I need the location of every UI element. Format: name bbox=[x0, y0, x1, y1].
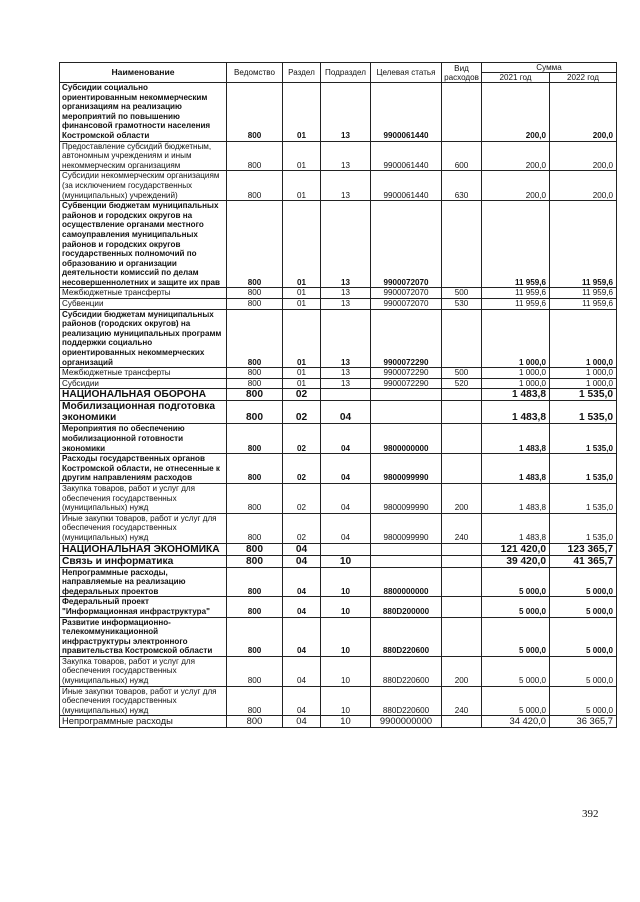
cell-subsection: 04 bbox=[321, 513, 371, 543]
cell-department: 800 bbox=[227, 141, 283, 171]
table-body bbox=[60, 83, 617, 728]
cell-subsection bbox=[321, 543, 371, 555]
table-row bbox=[60, 567, 617, 597]
cell-department: 800 bbox=[227, 686, 283, 716]
table-row bbox=[60, 201, 617, 288]
cell-expense-type bbox=[442, 201, 482, 288]
cell-department: 800 bbox=[227, 201, 283, 288]
cell-sum-2022: 5 000,0 bbox=[550, 567, 617, 597]
cell-sum-2021: 11 959,6 bbox=[482, 299, 550, 310]
cell-expense-type bbox=[442, 401, 482, 424]
cell-sum-2021: 1 483,8 bbox=[482, 424, 550, 454]
cell-sum-2021: 34 420,0 bbox=[482, 716, 550, 727]
cell-sum-2021: 200,0 bbox=[482, 141, 550, 171]
table-row bbox=[60, 716, 617, 727]
cell-name: Связь и информатика bbox=[60, 555, 227, 567]
cell-department: 800 bbox=[227, 617, 283, 656]
cell-subsection: 13 bbox=[321, 309, 371, 368]
cell-subsection: 13 bbox=[321, 83, 371, 142]
cell-subsection: 13 bbox=[321, 368, 371, 379]
budget-table bbox=[59, 62, 617, 728]
table-row bbox=[60, 513, 617, 543]
cell-subsection: 10 bbox=[321, 617, 371, 656]
cell-subsection: 04 bbox=[321, 424, 371, 454]
cell-department: 800 bbox=[227, 483, 283, 513]
table-row bbox=[60, 543, 617, 555]
cell-name: Мобилизационная подготовка экономики bbox=[60, 401, 227, 424]
cell-name: Мероприятия по обеспечению мобилизационной готовности экономики bbox=[60, 424, 227, 454]
table-row bbox=[60, 597, 617, 617]
cell-subsection: 13 bbox=[321, 378, 371, 389]
cell-section: 04 bbox=[283, 543, 321, 555]
cell-target-article: 9800000000 bbox=[371, 424, 442, 454]
cell-sum-2021: 11 959,6 bbox=[482, 288, 550, 299]
cell-sum-2021: 39 420,0 bbox=[482, 555, 550, 567]
table-row bbox=[60, 656, 617, 686]
cell-section: 04 bbox=[283, 716, 321, 727]
cell-sum-2021: 5 000,0 bbox=[482, 567, 550, 597]
table-row bbox=[60, 288, 617, 299]
cell-section: 02 bbox=[283, 424, 321, 454]
cell-name: Предоставление субсидий бюджетным, автономным учреждениям и иным некоммерческим организациям bbox=[60, 141, 227, 171]
cell-expense-type: 520 bbox=[442, 378, 482, 389]
cell-subsection: 04 bbox=[321, 483, 371, 513]
cell-subsection: 10 bbox=[321, 555, 371, 567]
cell-section: 02 bbox=[283, 401, 321, 424]
cell-sum-2021: 1 483,8 bbox=[482, 483, 550, 513]
cell-subsection: 10 bbox=[321, 716, 371, 727]
cell-subsection: 10 bbox=[321, 686, 371, 716]
cell-target-article: 880D220600 bbox=[371, 656, 442, 686]
cell-section: 01 bbox=[283, 171, 321, 201]
cell-sum-2021: 1 000,0 bbox=[482, 309, 550, 368]
cell-department: 800 bbox=[227, 83, 283, 142]
cell-expense-type bbox=[442, 617, 482, 656]
cell-name: Межбюджетные трансферты bbox=[60, 368, 227, 379]
cell-expense-type: 240 bbox=[442, 686, 482, 716]
cell-name: Межбюджетные трансферты bbox=[60, 288, 227, 299]
cell-expense-type: 200 bbox=[442, 483, 482, 513]
cell-sum-2022: 11 959,6 bbox=[550, 288, 617, 299]
cell-expense-type bbox=[442, 716, 482, 727]
table-row bbox=[60, 368, 617, 379]
cell-department: 800 bbox=[227, 378, 283, 389]
cell-target-article: 880D220600 bbox=[371, 686, 442, 716]
col-year2-header: 2022 год bbox=[550, 73, 617, 83]
table-row bbox=[60, 299, 617, 310]
cell-expense-type: 600 bbox=[442, 141, 482, 171]
table-row bbox=[60, 686, 617, 716]
cell-sum-2021: 1 000,0 bbox=[482, 368, 550, 379]
table-row bbox=[60, 309, 617, 368]
cell-sum-2022: 5 000,0 bbox=[550, 686, 617, 716]
cell-target-article: 9800099990 bbox=[371, 483, 442, 513]
table-row bbox=[60, 401, 617, 424]
cell-sum-2021: 1 483,8 bbox=[482, 454, 550, 484]
cell-section: 02 bbox=[283, 483, 321, 513]
cell-name: Непрограммные расходы bbox=[60, 716, 227, 727]
cell-expense-type: 240 bbox=[442, 513, 482, 543]
cell-target-article: 9900000000 bbox=[371, 716, 442, 727]
col-target-article-header: Целевая статья bbox=[371, 63, 442, 83]
cell-expense-type bbox=[442, 309, 482, 368]
cell-name: НАЦИОНАЛЬНАЯ ОБОРОНА bbox=[60, 389, 227, 401]
cell-expense-type bbox=[442, 543, 482, 555]
cell-expense-type: 500 bbox=[442, 368, 482, 379]
cell-target-article: 9900061440 bbox=[371, 83, 442, 142]
cell-sum-2022: 5 000,0 bbox=[550, 597, 617, 617]
cell-sum-2022: 41 365,7 bbox=[550, 555, 617, 567]
cell-sum-2022: 1 535,0 bbox=[550, 454, 617, 484]
cell-department: 800 bbox=[227, 299, 283, 310]
cell-section: 01 bbox=[283, 83, 321, 142]
cell-sum-2022: 200,0 bbox=[550, 171, 617, 201]
cell-department: 800 bbox=[227, 368, 283, 379]
cell-department: 800 bbox=[227, 716, 283, 727]
cell-sum-2022: 1 535,0 bbox=[550, 513, 617, 543]
cell-expense-type bbox=[442, 597, 482, 617]
cell-sum-2021: 5 000,0 bbox=[482, 656, 550, 686]
cell-sum-2021: 1 483,8 bbox=[482, 389, 550, 401]
cell-department: 800 bbox=[227, 543, 283, 555]
cell-target-article: 9800099990 bbox=[371, 513, 442, 543]
cell-name: Развитие информационно-телекоммуникационной инфраструктуры электронного правительства Костромской области bbox=[60, 617, 227, 656]
cell-section: 02 bbox=[283, 389, 321, 401]
cell-sum-2021: 5 000,0 bbox=[482, 597, 550, 617]
cell-name: Субвенции bbox=[60, 299, 227, 310]
cell-target-article: 8800000000 bbox=[371, 567, 442, 597]
cell-sum-2021: 1 000,0 bbox=[482, 378, 550, 389]
cell-sum-2021: 121 420,0 bbox=[482, 543, 550, 555]
cell-name: Субсидии социально ориентированным некоммерческим организациям на реализацию мероприятий по повышению финансовой грамотности населения Костромской области bbox=[60, 83, 227, 142]
cell-section: 04 bbox=[283, 567, 321, 597]
cell-section: 04 bbox=[283, 617, 321, 656]
cell-target-article: 9800099990 bbox=[371, 454, 442, 484]
cell-sum-2021: 11 959,6 bbox=[482, 201, 550, 288]
table-row bbox=[60, 617, 617, 656]
cell-sum-2022: 1 000,0 bbox=[550, 378, 617, 389]
cell-section: 04 bbox=[283, 686, 321, 716]
cell-sum-2022: 1 535,0 bbox=[550, 389, 617, 401]
col-name-header: Наименование bbox=[60, 63, 227, 83]
cell-name: Расходы государственных органов Костромской области, не отнесенные к другим направлениям расходов bbox=[60, 454, 227, 484]
col-subsection-header: Подраздел bbox=[321, 63, 371, 83]
col-sum-header: Сумма bbox=[482, 63, 617, 73]
cell-target-article: 9900061440 bbox=[371, 141, 442, 171]
cell-subsection bbox=[321, 389, 371, 401]
cell-subsection: 10 bbox=[321, 567, 371, 597]
cell-target-article: 9900072070 bbox=[371, 201, 442, 288]
cell-expense-type: 530 bbox=[442, 299, 482, 310]
cell-department: 800 bbox=[227, 454, 283, 484]
cell-expense-type bbox=[442, 555, 482, 567]
cell-sum-2021: 1 483,8 bbox=[482, 513, 550, 543]
cell-section: 02 bbox=[283, 454, 321, 484]
table-row bbox=[60, 483, 617, 513]
cell-department: 800 bbox=[227, 656, 283, 686]
table-row bbox=[60, 378, 617, 389]
cell-target-article: 9900072070 bbox=[371, 288, 442, 299]
cell-target-article bbox=[371, 389, 442, 401]
col-department-header: Ведомство bbox=[227, 63, 283, 83]
cell-subsection: 10 bbox=[321, 656, 371, 686]
cell-subsection: 13 bbox=[321, 299, 371, 310]
cell-name: Закупка товаров, работ и услуг для обеспечения государственных (муниципальных) нужд bbox=[60, 656, 227, 686]
cell-target-article: 9900072290 bbox=[371, 378, 442, 389]
cell-expense-type bbox=[442, 567, 482, 597]
cell-target-article: 9900061440 bbox=[371, 171, 442, 201]
cell-section: 02 bbox=[283, 513, 321, 543]
cell-expense-type: 200 bbox=[442, 656, 482, 686]
cell-subsection: 13 bbox=[321, 141, 371, 171]
cell-sum-2022: 1 535,0 bbox=[550, 483, 617, 513]
col-expense-type-header: Вид расходов bbox=[442, 63, 482, 83]
cell-target-article: 9900072290 bbox=[371, 368, 442, 379]
cell-name: Субсидии бюджетам муниципальных районов (городских округов) на реализацию муниципальных программ поддержки социально ориентированных некоммерческих организаций bbox=[60, 309, 227, 368]
cell-target-article: 880D220600 bbox=[371, 617, 442, 656]
cell-sum-2021: 200,0 bbox=[482, 83, 550, 142]
cell-section: 01 bbox=[283, 299, 321, 310]
cell-sum-2021: 1 483,8 bbox=[482, 401, 550, 424]
cell-sum-2021: 200,0 bbox=[482, 171, 550, 201]
cell-department: 800 bbox=[227, 401, 283, 424]
cell-department: 800 bbox=[227, 389, 283, 401]
cell-section: 04 bbox=[283, 555, 321, 567]
cell-section: 01 bbox=[283, 378, 321, 389]
cell-sum-2022: 5 000,0 bbox=[550, 617, 617, 656]
cell-sum-2022: 123 365,7 bbox=[550, 543, 617, 555]
budget-table-sheet bbox=[59, 62, 616, 728]
cell-department: 800 bbox=[227, 171, 283, 201]
cell-section: 01 bbox=[283, 288, 321, 299]
cell-sum-2021: 5 000,0 bbox=[482, 617, 550, 656]
table-row bbox=[60, 555, 617, 567]
cell-section: 01 bbox=[283, 368, 321, 379]
cell-expense-type bbox=[442, 389, 482, 401]
cell-expense-type bbox=[442, 83, 482, 142]
cell-target-article: 880D200000 bbox=[371, 597, 442, 617]
cell-target-article bbox=[371, 401, 442, 424]
cell-sum-2022: 1 000,0 bbox=[550, 368, 617, 379]
cell-target-article: 9900072070 bbox=[371, 299, 442, 310]
col-section-header: Раздел bbox=[283, 63, 321, 83]
cell-subsection: 04 bbox=[321, 401, 371, 424]
cell-sum-2022: 5 000,0 bbox=[550, 656, 617, 686]
cell-section: 04 bbox=[283, 656, 321, 686]
cell-name: Субвенции бюджетам муниципальных районов и городских округов на осуществление органами местного самоуправления муниципальных районов и городских округов государственных полномочий по образованию и организации деятельности комиссий по делам несовершеннолетних и защите их прав bbox=[60, 201, 227, 288]
cell-sum-2022: 1 535,0 bbox=[550, 401, 617, 424]
cell-sum-2022: 1 000,0 bbox=[550, 309, 617, 368]
cell-department: 800 bbox=[227, 288, 283, 299]
cell-department: 800 bbox=[227, 567, 283, 597]
cell-subsection: 13 bbox=[321, 171, 371, 201]
cell-department: 800 bbox=[227, 424, 283, 454]
cell-sum-2022: 11 959,6 bbox=[550, 201, 617, 288]
cell-name: Субсидии некоммерческим организациям (за исключением государственных (муниципальных) учреждений) bbox=[60, 171, 227, 201]
cell-name: Иные закупки товаров, работ и услуг для обеспечения государственных (муниципальных) нужд bbox=[60, 513, 227, 543]
page-number: 392 bbox=[582, 808, 599, 820]
cell-department: 800 bbox=[227, 597, 283, 617]
cell-sum-2022: 11 959,6 bbox=[550, 299, 617, 310]
table-row bbox=[60, 389, 617, 401]
cell-expense-type bbox=[442, 454, 482, 484]
cell-name: Закупка товаров, работ и услуг для обеспечения государственных (муниципальных) нужд bbox=[60, 483, 227, 513]
table-row bbox=[60, 141, 617, 171]
cell-expense-type: 630 bbox=[442, 171, 482, 201]
cell-section: 01 bbox=[283, 201, 321, 288]
cell-section: 01 bbox=[283, 309, 321, 368]
cell-subsection: 04 bbox=[321, 454, 371, 484]
cell-section: 04 bbox=[283, 597, 321, 617]
cell-name: НАЦИОНАЛЬНАЯ ЭКОНОМИКА bbox=[60, 543, 227, 555]
cell-department: 800 bbox=[227, 555, 283, 567]
cell-target-article bbox=[371, 543, 442, 555]
cell-sum-2022: 200,0 bbox=[550, 141, 617, 171]
table-row bbox=[60, 454, 617, 484]
cell-expense-type bbox=[442, 424, 482, 454]
cell-target-article: 9900072290 bbox=[371, 309, 442, 368]
cell-name: Федеральный проект "Информационная инфраструктура" bbox=[60, 597, 227, 617]
table-row bbox=[60, 424, 617, 454]
cell-department: 800 bbox=[227, 309, 283, 368]
cell-subsection: 10 bbox=[321, 597, 371, 617]
cell-subsection: 13 bbox=[321, 288, 371, 299]
cell-sum-2022: 1 535,0 bbox=[550, 424, 617, 454]
cell-expense-type: 500 bbox=[442, 288, 482, 299]
table-row bbox=[60, 83, 617, 142]
cell-subsection: 13 bbox=[321, 201, 371, 288]
cell-name: Субсидии bbox=[60, 378, 227, 389]
cell-sum-2022: 36 365,7 bbox=[550, 716, 617, 727]
cell-section: 01 bbox=[283, 141, 321, 171]
cell-target-article bbox=[371, 555, 442, 567]
cell-sum-2022: 200,0 bbox=[550, 83, 617, 142]
cell-department: 800 bbox=[227, 513, 283, 543]
col-year1-header: 2021 год bbox=[482, 73, 550, 83]
cell-name: Непрограммные расходы, направляемые на реализацию федеральных проектов bbox=[60, 567, 227, 597]
cell-sum-2021: 5 000,0 bbox=[482, 686, 550, 716]
cell-name: Иные закупки товаров, работ и услуг для обеспечения государственных (муниципальных) нужд bbox=[60, 686, 227, 716]
table-row bbox=[60, 171, 617, 201]
